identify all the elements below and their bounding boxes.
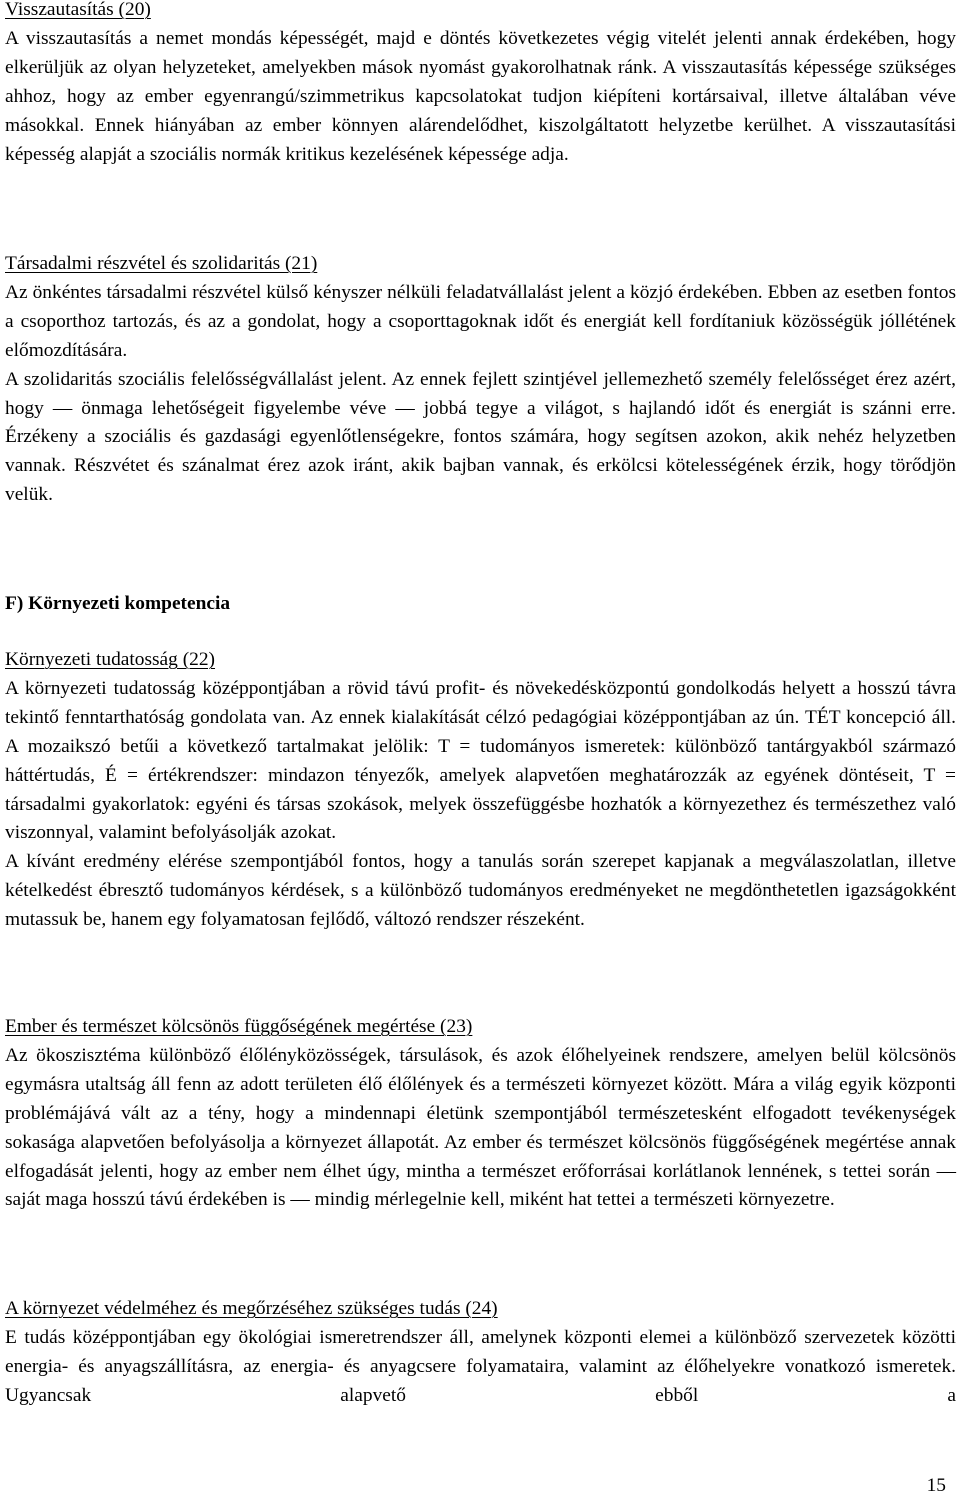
page-number: 15 bbox=[926, 1475, 946, 1496]
section-visszautasitas bbox=[5, 0, 956, 169]
paragraph: A környezeti tudatosság középpontjában a rövid távú profit- és növekedésközpontú gondolkodás helyett a hosszú távra tekintő fenntarthatóság gondolata van. Az ennek kialakítását célzó pedagógiai középpontjában az ún. TÉT koncepció áll. A mozaikszó betűi a következő tartalmakat jelölik: T = tudományos ismeretek: különböző tantárgyakból származó háttértudás, É = értékrendszer: mindazon tényezők, amelyek alapvetően meghatározzák az egyének döntéseit, T = társadalmi gyakorlatok: egyéni és társas szokások, melyek összefüggésbe hozhatók a környezethez és természethez való viszonnyal, valamint befolyásolják azokat. bbox=[5, 677, 956, 844]
subheading: Visszautasítás (20) bbox=[5, 0, 151, 20]
paragraph: Az ökoszisztéma különböző élőlényközösségek, társulások, és azok élőhelyeinek rendszere, amelyen belül kölcsönös egymásra utaltság áll fenn az adott területen élő élőlények és a természeti környezet között. Mára a világ egyik központi problémájává vált az a tény, hogy a mindennapi életünk szempontjából természetesként elfogadott tevékenységek sokasága alapvetően befolyásolja a környezet állapotát. Az ember és természet kölcsönös függőségének megértése annak elfogadását jelenti, hogy az ember nem élhet úgy, mintha a természet erőforrásai korlátlanok lennének, s tettei során — saját maga hosszú távú érdekében is — mindig mérlegelnie kell, miként hat tettei a természeti környezetre. bbox=[5, 1044, 956, 1211]
paragraph: Az önkéntes társadalmi részvétel külső kényszer nélküli feladatvállalást jelent a közjó érdekében. Ebben az esetben fontos a csoporthoz tartozás, és az a gondolat, hogy a csoporttagoknak időt és energiát kell fordítaniuk közösségük jóllétének előmozdítására. bbox=[5, 281, 956, 361]
section-kornyezeti-tudatossag bbox=[5, 646, 956, 935]
subheading: Társadalmi részvétel és szolidaritás (21) bbox=[5, 253, 318, 274]
paragraph: A szolidaritás szociális felelősségvállalást jelent. Az ennek fejlett szintjével jellemezhető személy felelősséget érez azért, hogy — önmaga lehetőségeit figyelembe véve — jobbá tegye a világot, s hajlandó időt és energiát is szánni erre. Érzékeny a szociális és gazdasági egyenlőtlenségekre, fontos számára, hogy segítsen azokon, akik nehéz helyzetben vannak. Részvétet és szánalmat érez azok iránt, akik bajban vannak, és erkölcsi kötelességének érzik, hogy törődjön velük. bbox=[5, 368, 956, 506]
section-kornyezet-vedelme bbox=[5, 1295, 956, 1411]
subheading: A környezet védelméhez és megőrzéséhez szükséges tudás (24) bbox=[5, 1298, 498, 1319]
paragraph: E tudás középpontjában egy ökológiai ismeretrendszer áll, amelynek központi elemei a különböző szervezetek közötti energia- és anyagszállításra, az energia- és anyagcsere folyamataira, valamint az élőhelyekre vonatkozó ismeretek. Ugyancsak alapvető ebből a bbox=[5, 1326, 956, 1406]
subheading: Környezeti tudatosság (22) bbox=[5, 649, 216, 670]
paragraph: A visszautasítás a nemet mondás képességét, majd e döntés következetes végig vitelét jelenti annak érdekében, hogy elkerüljük az olyan helyzeteket, amelyekben mások nyomást gyakorolhatnak ránk. A visszautasítás képessége szükséges ahhoz, hogy az ember egyenrangú/szimmetrikus kapcsolatokat tudjon kiépíteni kortársaival, illetve általában véve másokkal. Ennek hiányában az ember könnyen alárendelődhet, kiszolgáltatott helyzetbe kerülhet. A visszautasítási képesség alapját a szociális normák kritikus kezelésének képessége adja. bbox=[5, 27, 956, 165]
subheading: Ember és természet kölcsönös függőségének megértése (23) bbox=[5, 1016, 473, 1037]
paragraph: A kívánt eredmény elérése szempontjából fontos, hogy a tanulás során szerepet kapjanak a megválaszolatlan, illetve kételkedést ébresztő tudományos kérdések, s a különböző tudományos eredményeket ne megdönthetetlen igazságokként mutassuk be, hanem egy folyamatosan fejlődő, változó rendszer részeként. bbox=[5, 851, 956, 931]
section-tarsadalmi-reszvetel bbox=[5, 250, 956, 510]
section-ember-es-termeszet bbox=[5, 1013, 956, 1215]
section-title: F) Környezeti kompetencia bbox=[5, 593, 231, 614]
